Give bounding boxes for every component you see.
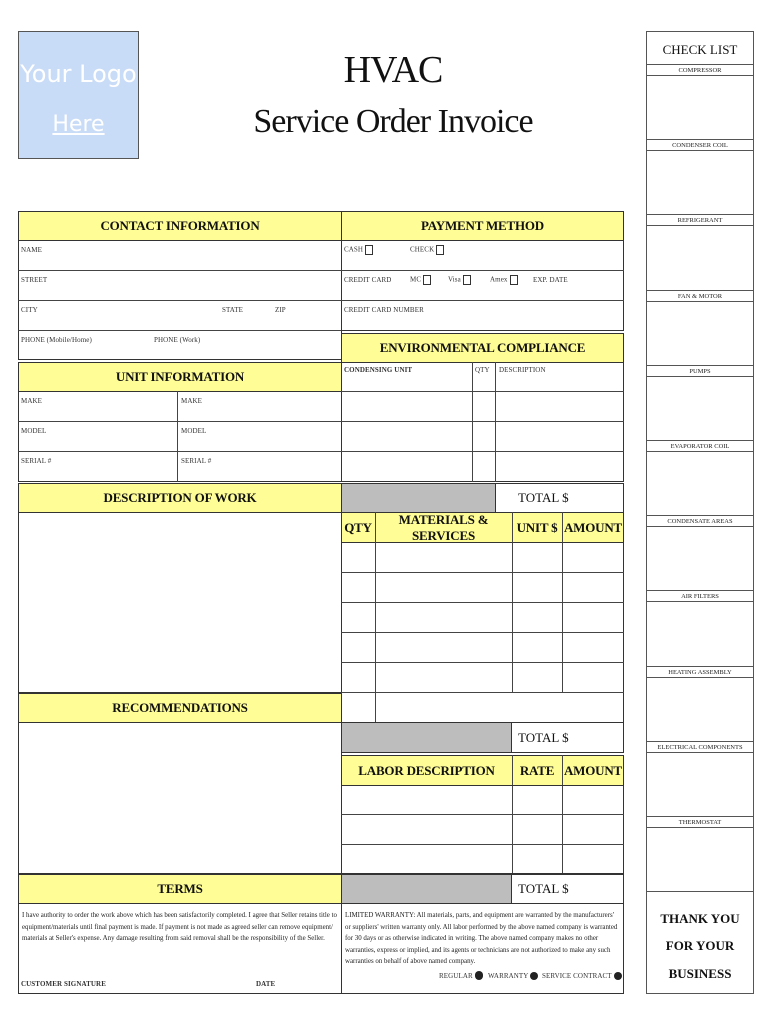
checklist-item	[647, 590, 753, 665]
labor-total-label: TOTAL $	[518, 730, 569, 745]
checklist-heading: CHECK LIST	[662, 42, 738, 57]
checklist-notes-field[interactable]	[647, 678, 753, 740]
checklist-item-label: AIR FILTERS	[647, 590, 753, 602]
phone-home-field[interactable]: PHONE (Mobile/Home)	[21, 336, 92, 344]
checklist-notes-field[interactable]	[647, 377, 753, 439]
mc-label: MC	[410, 275, 422, 284]
checklist-item-label: CONDENSATE AREAS	[647, 515, 753, 527]
env-qty-header: QTY	[475, 366, 490, 374]
mc-option[interactable]	[410, 275, 431, 285]
checklist-notes-field[interactable]	[647, 302, 753, 364]
phone-work-field[interactable]: PHONE (Work)	[154, 336, 201, 344]
credit-card-label: CREDIT CARD	[344, 276, 392, 284]
materials-total-label: TOTAL $	[518, 490, 569, 505]
materials-amount-header: AMOUNT	[563, 519, 623, 535]
warranty-text: LIMITED WARRANTY: All materials, parts, and equipment are warranted by the manufacturers' or suppliers' written warranty only. All labor performed by the above named company is warranted for 30 days or as otherwise indicated in writing. The above named company makes no other warranties, express or implied, and its agents or technicians are not authorized to make any such warranties on behalf of above named company.	[345, 912, 618, 966]
checklist-item-label: EVAPORATOR COIL	[647, 440, 753, 452]
logo-placeholder	[18, 31, 139, 159]
checklist-item-label: PUMPS	[647, 365, 753, 377]
logo-line1: Your Logo	[20, 60, 137, 88]
checklist-notes-field[interactable]	[647, 527, 753, 589]
state-field[interactable]: STATE	[222, 306, 243, 314]
model-field-2[interactable]: MODEL	[181, 427, 207, 435]
checklist-item	[647, 666, 753, 741]
work-description-area[interactable]	[18, 512, 342, 693]
checklist-item	[647, 440, 753, 515]
checklist-item-label: THERMOSTAT	[647, 816, 753, 828]
env-description-header: DESCRIPTION	[499, 366, 546, 374]
labor-table-body[interactable]	[341, 785, 624, 874]
cash-checkbox[interactable]	[365, 245, 373, 255]
labor-rate-header: RATE	[519, 762, 555, 778]
service-contract-label: SERVICE CONTRACT	[542, 972, 612, 980]
payment-section	[341, 240, 624, 331]
serial-field[interactable]: SERIAL #	[21, 457, 52, 465]
checklist-item	[647, 214, 753, 289]
make-field[interactable]: MAKE	[21, 397, 43, 405]
checklist-item	[647, 64, 753, 139]
check-label: CHECK	[410, 245, 435, 254]
warranty-option[interactable]	[488, 972, 538, 980]
amex-option[interactable]	[490, 275, 518, 285]
regular-dot[interactable]	[475, 972, 483, 980]
warranty-label: WARRANTY	[488, 972, 529, 980]
visa-option[interactable]	[448, 275, 471, 285]
recommendations-heading: RECOMMENDATIONS	[18, 693, 342, 723]
checklist-item	[647, 816, 753, 891]
checklist-item-label: CONDENSER COIL	[647, 139, 753, 151]
checklist-item	[647, 741, 753, 816]
work-heading: DESCRIPTION OF WORK	[18, 483, 342, 513]
zip-field[interactable]: ZIP	[275, 306, 286, 314]
check-checkbox[interactable]	[436, 245, 444, 255]
materials-total-fill	[341, 483, 496, 513]
cash-option[interactable]	[344, 245, 373, 255]
checklist-item	[647, 290, 753, 365]
materials-unit-header: UNIT $	[516, 519, 558, 535]
contact-heading: CONTACT INFORMATION	[18, 211, 342, 241]
logo-line2: Here	[52, 112, 105, 137]
checklist-item	[647, 515, 753, 590]
labor-amount-header: AMOUNT	[563, 762, 623, 778]
materials-qty-header: QTY	[344, 519, 372, 535]
checklist-item-label: FAN & MOTOR	[647, 290, 753, 302]
checklist-item-label: COMPRESSOR	[647, 64, 753, 76]
amex-label: Amex	[490, 275, 508, 284]
warranty-dot[interactable]	[530, 972, 538, 980]
mc-checkbox[interactable]	[423, 275, 431, 285]
regular-label: REGULAR	[439, 972, 473, 980]
materials-services-header: MATERIALS & SERVICES	[398, 511, 489, 543]
checklist-item	[647, 365, 753, 440]
regular-option[interactable]	[439, 972, 483, 980]
visa-label: Visa	[448, 275, 461, 284]
checklist-notes-field[interactable]	[647, 602, 753, 664]
unit-section	[18, 391, 342, 482]
visa-checkbox[interactable]	[463, 275, 471, 285]
serial-field-2[interactable]: SERIAL #	[181, 457, 212, 465]
checklist-notes-field[interactable]	[647, 828, 753, 890]
grand-total-label: TOTAL $	[518, 881, 569, 896]
page-subtitle: Service Order Invoice	[253, 103, 533, 140]
street-field[interactable]: STREET	[21, 276, 48, 284]
checklist-notes-field[interactable]	[647, 452, 753, 514]
service-contract-option[interactable]	[542, 972, 622, 980]
environmental-table	[341, 362, 624, 482]
checklist	[646, 31, 754, 994]
checklist-notes-field[interactable]	[647, 76, 753, 138]
checklist-notes-field[interactable]	[647, 226, 753, 288]
thank-you-line3: BUSINESS	[668, 966, 732, 981]
checklist-item-label: REFRIGERANT	[647, 214, 753, 226]
city-field[interactable]: CITY	[21, 306, 38, 314]
amex-checkbox[interactable]	[510, 275, 518, 285]
condensing-unit-header: CONDENSING UNIT	[344, 366, 413, 374]
thank-you-line1: THANK YOU	[660, 911, 740, 926]
grand-total-fill	[341, 874, 512, 904]
checklist-item-label: HEATING ASSEMBLY	[647, 666, 753, 678]
terms-heading: TERMS	[18, 874, 342, 904]
customer-signature-field[interactable]: CUSTOMER SIGNATURE	[21, 980, 106, 988]
unit-heading: UNIT INFORMATION	[18, 362, 342, 392]
checklist-notes-field[interactable]	[647, 753, 753, 815]
service-contract-dot[interactable]	[614, 972, 622, 980]
make-field-2[interactable]: MAKE	[181, 397, 203, 405]
terms-text: I have authority to order the work above which has been satisfactorily completed. I agree that Seller retains title to equipment/materials until final payment is made. If payment is not made as agreed seller can remove equipment/ materials at Seller's expense. Any damage resulting from said removal shall be the responsibility of the Seller.	[22, 912, 337, 943]
payment-heading: PAYMENT METHOD	[341, 211, 624, 241]
checklist-item-label: ELECTRICAL COMPONENTS	[647, 741, 753, 753]
name-field[interactable]: NAME	[21, 246, 43, 254]
page-title: HVAC	[343, 49, 443, 91]
signature-date-field[interactable]: DATE	[256, 980, 276, 988]
environmental-heading: ENVIRONMENTAL COMPLIANCE	[341, 333, 624, 363]
labor-total-fill	[341, 722, 512, 753]
checklist-item	[647, 139, 753, 214]
cash-label: CASH	[344, 245, 364, 254]
labor-description-header: LABOR DESCRIPTION	[358, 762, 495, 778]
checklist-notes-field[interactable]	[647, 151, 753, 213]
model-field[interactable]: MODEL	[21, 427, 47, 435]
thank-you-line2: FOR YOUR	[665, 938, 735, 953]
check-option[interactable]	[410, 245, 444, 255]
exp-date-field[interactable]: EXP. DATE	[533, 276, 568, 284]
cc-number-field[interactable]: CREDIT CARD NUMBER	[344, 306, 424, 314]
recommendations-area[interactable]	[18, 722, 342, 874]
